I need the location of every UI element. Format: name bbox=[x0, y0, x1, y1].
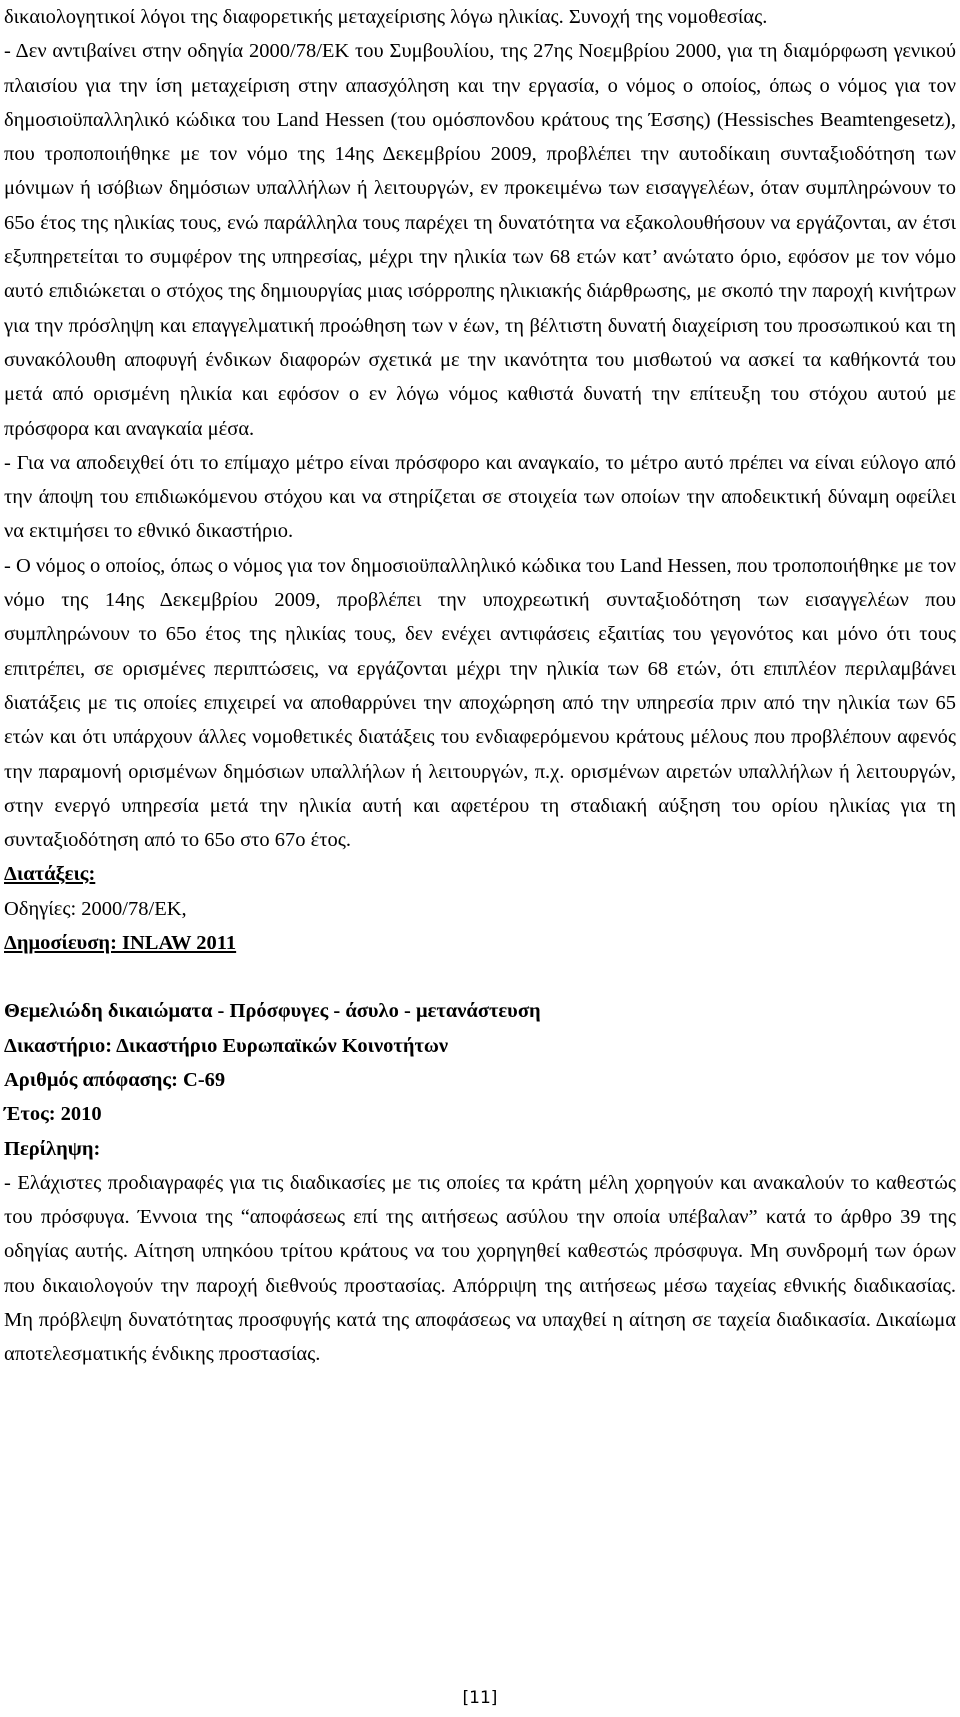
case-decision-number: Αριθμός απόφασης: C-69 bbox=[4, 1068, 226, 1091]
section-spacer bbox=[4, 960, 956, 994]
case-year: Έτος: 2010 bbox=[4, 1103, 102, 1126]
publication-line: Δημοσίευση: INLAW 2011 bbox=[4, 932, 237, 955]
provisions-heading: Διατάξεις: bbox=[4, 863, 96, 886]
summary-heading: Περίληψη: bbox=[4, 1137, 101, 1160]
page-number: [11] bbox=[462, 1688, 498, 1708]
paragraph-intro: δικαιολογητικοί λόγοι της διαφορετικής μεταχείρισης λόγω ηλικίας. Συνοχή της νομοθεσίας. bbox=[4, 6, 768, 28]
case-court: Δικαστήριο: Δικαστήριο Ευρωπαϊκών Κοινοτήτων bbox=[4, 1034, 449, 1057]
paragraph-ruling-3: - Ο νόμος ο οποίος, όπως ο νόμος για τον δημοσιοϋπαλληλικό κώδικα του Land Hessen, που τροποποιήθηκε με τον νόμο της 14ης Δεκεμβρίου 2009, προβλέπει την υποχρεωτική συνταξιοδότηση των εισαγγελέων που συμπληρώνουν το 65ο έτος της ηλικίας τους, δεν ενέχει αντιφάσεις εξαιτίας του γεγονότος και μόνο ότι τους επιτρέπει, σε ορισμένες περιπτώσεις, να εργάζονται μέχρι την ηλικία των 68 ετών, ότι επιπλέον περιλαμβάνει διατάξεις με τις οποίες επιχειρεί να αποθαρρύνει την αποχώρηση από την υπηρεσία πριν από την ηλικία των 65 ετών και ότι υπάρχουν άλλες νομοθετικές διατάξεις του ενδιαφερόμενου κράτους μέλους που προβλέπουν αφενός την παραμονή ορισμένων δημόσιων υπαλλήλων ή λειτουργών, π.χ. ορισμένων αιρετών υπαλλήλων ή λειτουργών, στην ενεργό υπηρεσία μετά την ηλικία αυτή και αφετέρου τη σταδιακή αύξηση του ορίου ηλικίας για τη συνταξιοδότηση από το 65ο στο 67ο έτος. bbox=[4, 554, 956, 852]
paragraph-ruling-2: - Για να αποδειχθεί ότι το επίμαχο μέτρο είναι πρόσφορο και αναγκαίο, το μέτρο αυτό πρέπει να είναι εύλογο από την άποψη του επιδιωκόμενου στόχου και να στηρίζεται σε στοιχεία των οποίων την αποδεικτική δύναμη οφείλει να εκτιμήσει το εθνικό δικαστήριο. bbox=[4, 451, 956, 543]
case-subject: Θεμελιώδη δικαιώματα - Πρόσφυγες - άσυλο - μετανάστευση bbox=[4, 1000, 541, 1023]
summary-text: - Ελάχιστες προδιαγραφές για τις διαδικασίες με τις οποίες τα κράτη μέλη χορηγούν και ανακαλούν το καθεστώς του πρόσφυγα. Έννοια της “αποφάσεως επί της αιτήσεως ασύλου την οποία υπέβαλαν” κατά το άρθρο 39 της οδηγίας αυτής. Αίτηση υπηκόου τρίτου κράτους να του χορηγηθεί καθεστώς πρόσφυγα. Μη συνδρομή των όρων που δικαιολογούν την παροχή διεθνούς προστασίας. Απόρριψη της αιτήσεως μέσω ταχείας εθνικής διαδικασίας. Μη πρόβλεψη δυνατότητας προσφυγής κατά της αποφάσεως να υπαχθεί η αίτηση σε ταχεία διαδικασία. Δικαίωμα αποτελεσματικής ένδικης προστασίας. bbox=[4, 1171, 956, 1366]
provisions-text: Οδηγίες: 2000/78/ΕΚ, bbox=[4, 897, 187, 920]
paragraph-ruling-1: - Δεν αντιβαίνει στην οδηγία 2000/78/ΕΚ του Συμβουλίου, της 27ης Νοεμβρίου 2000, για τη διαμόρφωση γενικού πλαισίου για την ίση μεταχείριση στην απασχόληση και την εργασία, ο νόμος ο οποίος, όπως ο νόμος για τον δημοσιοϋπαλληλικό κώδικα του Land Hessen (του ομόσπονδου κράτους της Έσσης) (Hessisches Beamtengesetz), που τροποποιήθηκε με τον νόμο της 14ης Δεκεμβρίου 2009, προβλέπει την αυτοδίκαιη συνταξιοδότηση των μόνιμων ή ισόβιων δημόσιων υπαλλήλων ή λειτουργών, εν προκειμένω των εισαγγελέων, όταν συμπληρώνουν το 65ο έτος της ηλικίας τους, ενώ παράλληλα τους παρέχει τη δυνατότητα να εξακολουθήσουν να εργάζονται, αν έτσι εξυπηρετείται το συμφέρον της υπηρεσίας, μέχρι την ηλικία των 68 ετών κατ’ ανώτατο όριο, εφόσον με τον νόμο αυτό επιδιώκεται ο στόχος της δημιουργίας μιας ισόρροπης ηλικιακής διάρθρωσης, με σκοπό την παροχή κινήτρων για την πρόσληψη και επαγγελματική προώθηση των ν έων, τη βέλτιστη δυνατή διαχείριση του προσωπικού και τη συνακόλουθη αποφυγή ένδικων διαφορών σχετικά με την ικανότητα του μισθωτού να ασκεί τα καθήκοντά του μετά από ορισμένη ηλικία και εφόσον ο εν λόγω νόμος καθιστά δυνατή την επίτευξη του στόχου αυτού με πρόσφορα και αναγκαία μέσα. bbox=[4, 40, 956, 440]
document-page bbox=[4, 0, 956, 1372]
